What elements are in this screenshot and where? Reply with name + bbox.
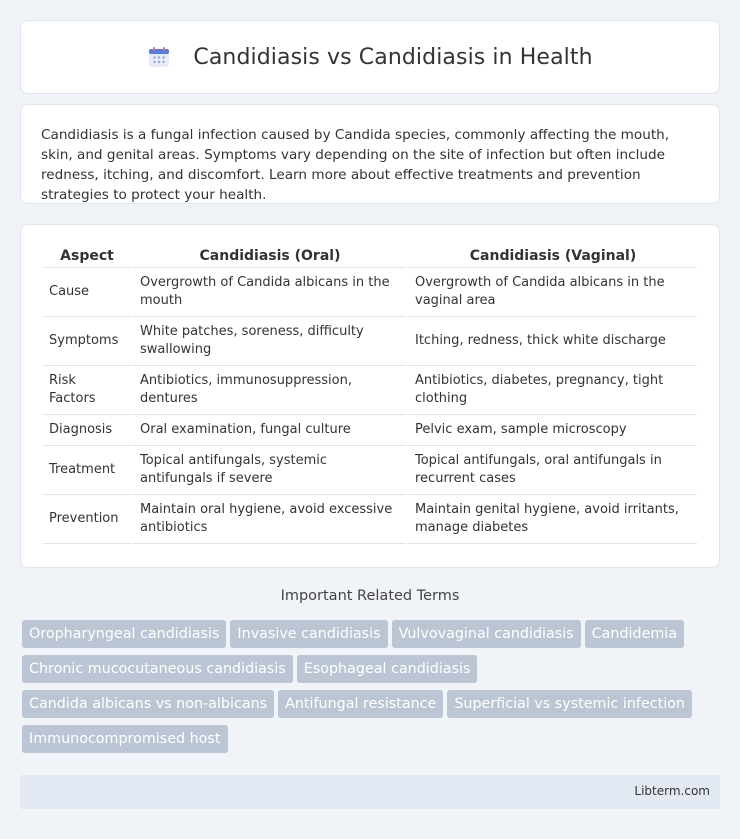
table-row bbox=[43, 495, 697, 544]
cell-oral: Topical antifungals, systemic antifungals if severe bbox=[131, 446, 406, 495]
table-row bbox=[43, 268, 697, 317]
related-terms-list bbox=[22, 620, 722, 760]
term-tag[interactable]: Invasive candidiasis bbox=[230, 620, 387, 648]
cell-aspect: Cause bbox=[43, 268, 131, 317]
table-row bbox=[43, 366, 697, 415]
term-tag[interactable]: Superficial vs systemic infection bbox=[447, 690, 692, 718]
cell-aspect: Prevention bbox=[43, 495, 131, 544]
term-tag[interactable]: Immunocompromised host bbox=[22, 725, 228, 753]
cell-vaginal: Pelvic exam, sample microscopy bbox=[406, 415, 697, 446]
table-header-row bbox=[43, 245, 697, 268]
comparison-table bbox=[43, 245, 697, 544]
intro-text: Candidiasis is a fungal infection caused by Candida species, commonly affecting the mouth, skin, and genital areas. Symptoms vary depending on the site of infection but often include redness, itching, and discomfort. Learn more about effective treatments and prevention strategies to protect your health. bbox=[41, 127, 670, 203]
footer bbox=[20, 775, 720, 809]
table-row bbox=[43, 415, 697, 446]
page-title: Candidiasis vs Candidiasis in Health bbox=[193, 44, 593, 70]
table-row bbox=[43, 317, 697, 366]
header-aspect: Aspect bbox=[43, 245, 131, 268]
cell-aspect: Risk Factors bbox=[43, 366, 131, 415]
term-tag[interactable]: Candida albicans vs non-albicans bbox=[22, 690, 274, 718]
cell-aspect: Symptoms bbox=[43, 317, 131, 366]
cell-oral: White patches, soreness, difficulty swallowing bbox=[131, 317, 406, 366]
header-vaginal: Candidiasis (Vaginal) bbox=[406, 245, 697, 268]
calendar-icon bbox=[147, 45, 171, 69]
related-terms-title: Important Related Terms bbox=[280, 588, 460, 604]
cell-vaginal: Topical antifungals, oral antifungals in recurrent cases bbox=[406, 446, 697, 495]
cell-vaginal: Maintain genital hygiene, avoid irritants, manage diabetes bbox=[406, 495, 697, 544]
comparison-table-card bbox=[20, 224, 720, 568]
term-tag[interactable]: Esophageal candidiasis bbox=[297, 655, 478, 683]
term-tag[interactable]: Candidemia bbox=[585, 620, 684, 648]
term-tag[interactable]: Oropharyngeal candidiasis bbox=[22, 620, 226, 648]
header-oral: Candidiasis (Oral) bbox=[131, 245, 406, 268]
cell-aspect: Treatment bbox=[43, 446, 131, 495]
footer-brand-link[interactable]: Libterm.com bbox=[634, 784, 710, 798]
cell-oral: Overgrowth of Candida albicans in the mouth bbox=[131, 268, 406, 317]
cell-vaginal: Overgrowth of Candida albicans in the vaginal area bbox=[406, 268, 697, 317]
cell-oral: Maintain oral hygiene, avoid excessive antibiotics bbox=[131, 495, 406, 544]
header-card bbox=[20, 20, 720, 94]
term-tag[interactable]: Vulvovaginal candidiasis bbox=[392, 620, 581, 648]
intro-card bbox=[20, 104, 720, 204]
term-tag[interactable]: Chronic mucocutaneous candidiasis bbox=[22, 655, 293, 683]
cell-aspect: Diagnosis bbox=[43, 415, 131, 446]
cell-oral: Oral examination, fungal culture bbox=[131, 415, 406, 446]
term-tag[interactable]: Antifungal resistance bbox=[278, 690, 443, 718]
cell-vaginal: Itching, redness, thick white discharge bbox=[406, 317, 697, 366]
table-row bbox=[43, 446, 697, 495]
cell-vaginal: Antibiotics, diabetes, pregnancy, tight clothing bbox=[406, 366, 697, 415]
cell-oral: Antibiotics, immunosuppression, dentures bbox=[131, 366, 406, 415]
